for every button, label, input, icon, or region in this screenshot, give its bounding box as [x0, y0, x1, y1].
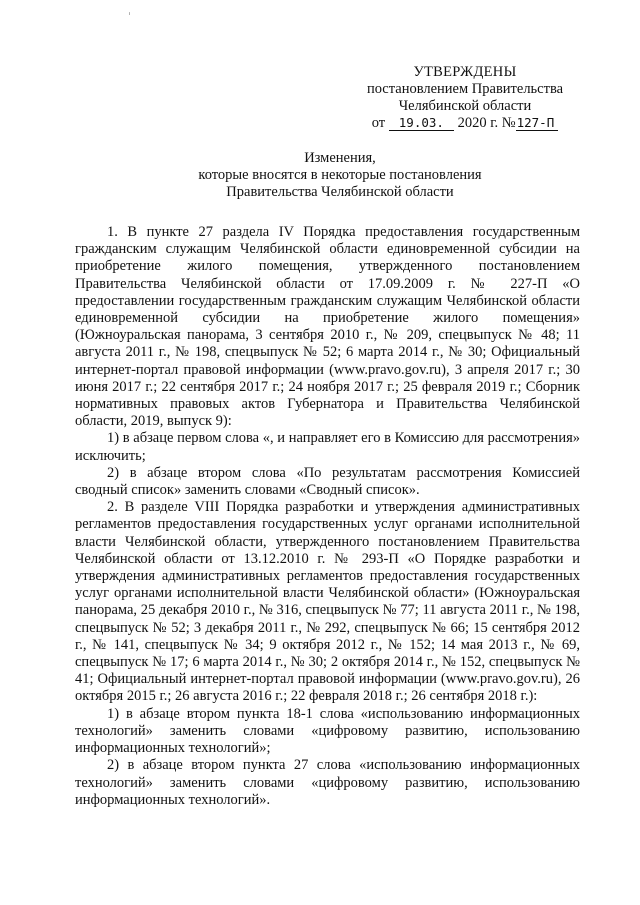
approval-year: 2020 г. №: [457, 115, 516, 131]
approval-block: [360, 64, 570, 132]
paragraph-2-item-1: 1) в абзаце втором пункта 18-1 слова «использованию информационных технологий» заменить словами «цифровому развитию, использованию информационных технологий»;: [75, 705, 580, 757]
paragraph-2-item-2: 2) в абзаце втором пункта 27 слова «использованию информационных технологий» заменить словами «цифровому развитию, использованию информационных технологий».: [75, 757, 580, 808]
heading-line-3: Правительства Челябинской области: [226, 184, 454, 200]
approval-line-2: Челябинской области: [398, 98, 532, 114]
approval-prefix: от: [371, 115, 386, 131]
heading-line-1: Изменения,: [304, 150, 376, 166]
document-body: [75, 224, 580, 809]
approval-line-1: постановлением Правительства: [366, 81, 564, 97]
approval-date-line: [360, 115, 570, 132]
document-heading: [150, 150, 530, 201]
approval-number: 127-П: [516, 116, 559, 131]
paragraph-1-item-2: 2) в абзаце втором слова «По результатам рассмотрения Комиссией сводный список» заменить словами «Сводный список».: [75, 464, 580, 499]
paragraph-1-item-1: 1) в абзаце первом слова «, и направляет его в Комиссию для рассмотрения» исключить;: [75, 430, 580, 464]
paragraph-1: 1. В пункте 27 раздела IV Порядка предоставления государственным гражданским служащим Челябинской области единовременной субсидии на приобретение жилого помещения, утвержденного постановлением Правительства Челябинской области от 17.09.2009 г. № 227-П «О предоставлении государственным гражданским служащим Челябинской области единовременной субсидии на приобретение жилого помещения» (Южноуральская панорама, 3 сентября 2010 г., № 209, спецвыпуск № 48; 11 августа 2011 г., № 198, спецвыпуск № 52; 6 марта 2014 г., № 30; Официальный интернет-портал правовой информации (www.pravo.gov.ru), 3 апреля 2017 г.; 30 июня 2017 г.; 22 сентября 2017 г.; 24 ноября 2017 г.; 25 февраля 2019 г.; Сборник нормативных правовых актов Губернатора и Правительства Челябинской области, 2019, выпуск 9):: [75, 224, 580, 430]
approval-date: 19.03.: [389, 116, 454, 131]
scan-mark: ˈ: [128, 10, 132, 23]
approval-title: УТВЕРЖДЕНЫ: [413, 64, 517, 80]
paragraph-2: 2. В разделе VIII Порядка разработки и утверждения административных регламентов предоставления государственных услуг органами исполнительной власти Челябинской области, утвержденного постановлением Правительства Челябинской области от 13.12.2010 г. № 293-П «О Порядке разработки и утверждения административных регламентов предоставления государственных услуг органами исполнительной власти Челябинской области» (Южноуральская панорама, 25 декабря 2010 г., № 316, спецвыпуск № 77; 11 августа 2011 г., № 198, спецвыпуск № 52; 3 декабря 2011 г., № 292, спецвыпуск № 66; 15 сентября 2012 г., № 141, спецвыпуск № 34; 9 октября 2012 г., № 152; 14 мая 2013 г., № 69, спецвыпуск № 17; 6 марта 2014 г., № 30; 2 октября 2014 г., № 152, спецвыпуск № 41; Официальный интернет-портал правовой информации (www.pravo.gov.ru), 26 октября 2015 г.; 26 августа 2016 г.; 22 февраля 2018 г.; 26 сентября 2018 г.):: [75, 499, 580, 705]
heading-line-2: которые вносятся в некоторые постановления: [198, 167, 482, 183]
